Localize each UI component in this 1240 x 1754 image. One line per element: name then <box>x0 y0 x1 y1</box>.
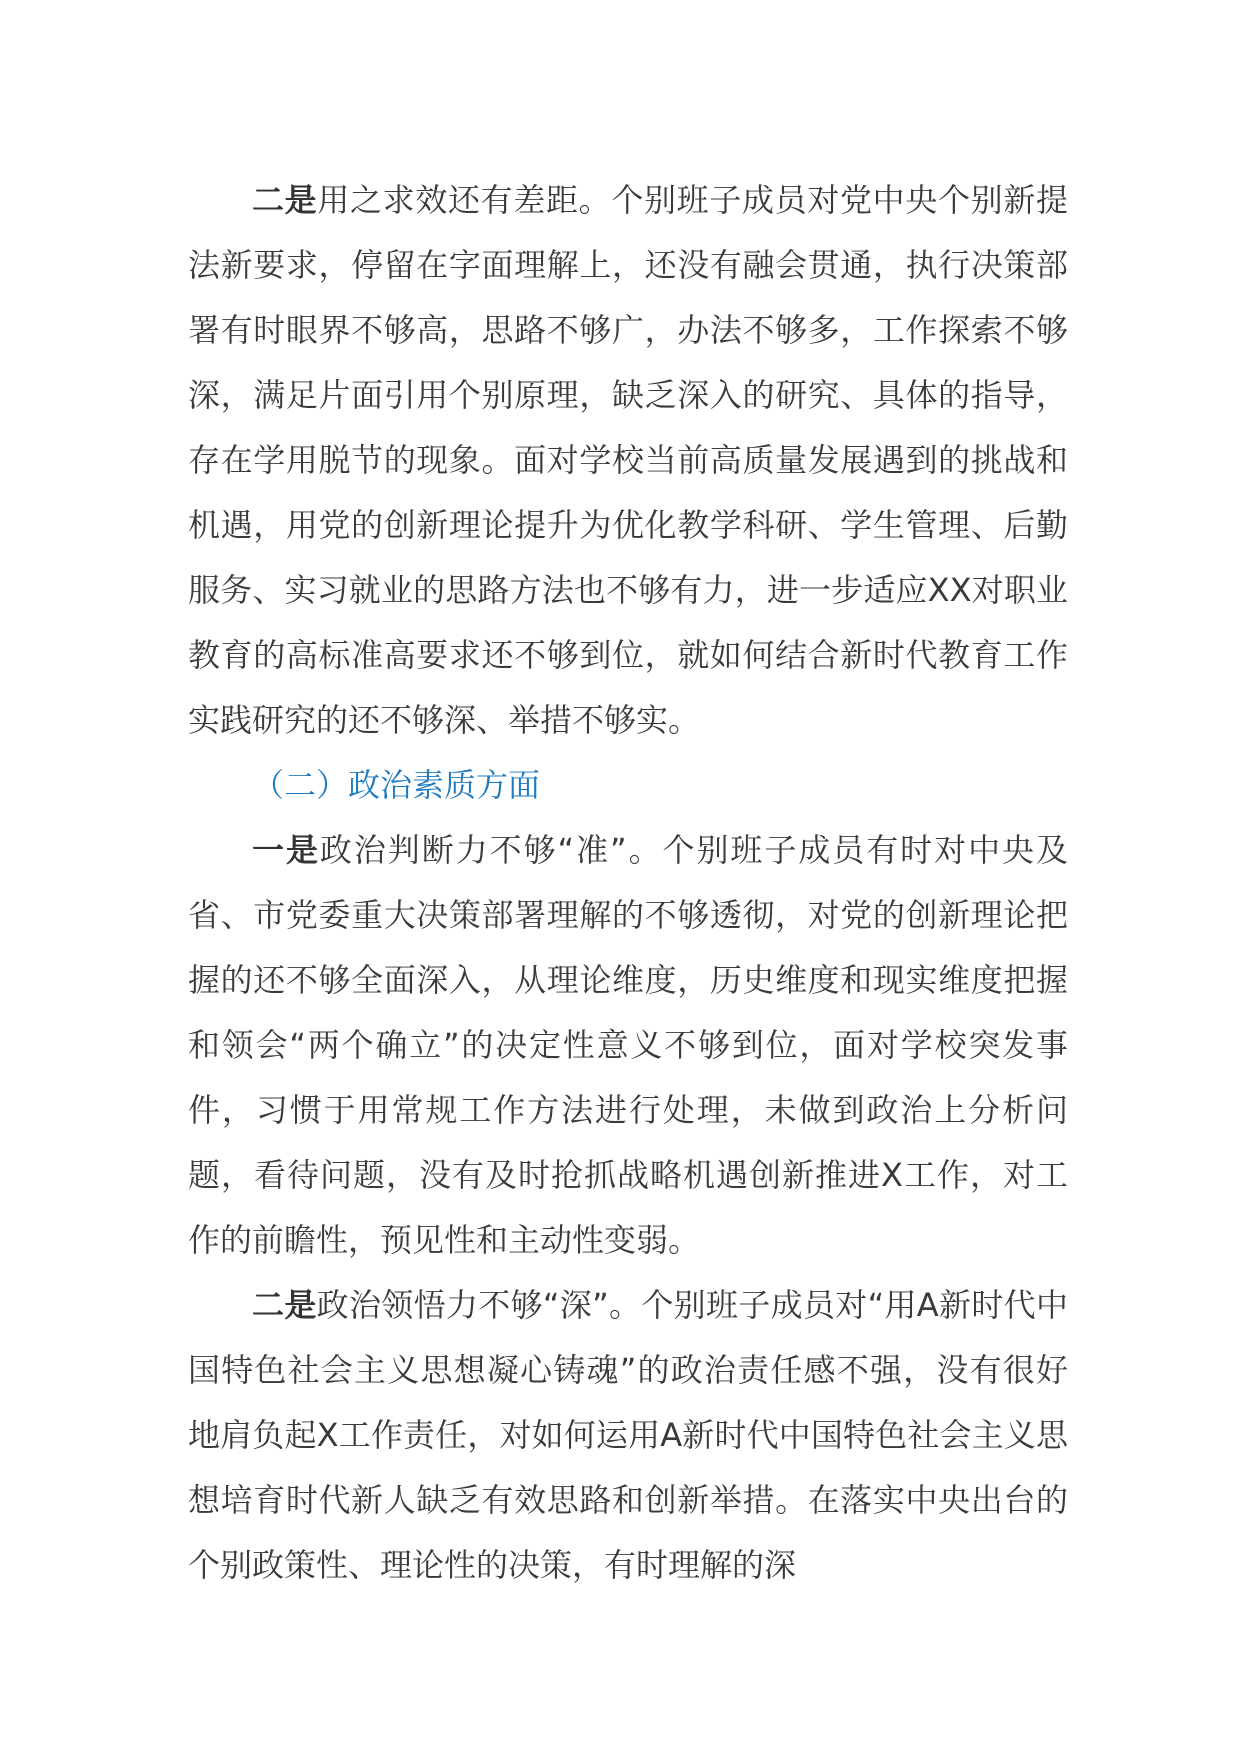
paragraph-3-body: 政治领悟力不够“深”。个别班子成员对“用A新时代中国特色社会主义思想凝心铸魂”的政治责任感不强，没有很好地肩负起X工作责任，对如何运用A新时代中国特色社会主义思想培育时代新人缺乏有效思路和创新举措。在落实中央出台的个别政策性、理论性的决策，有时理解的深 <box>188 1286 1068 1584</box>
paragraph-1 <box>188 168 1068 753</box>
paragraph-1-lead: 二是 <box>252 181 318 219</box>
paragraph-2-body: 政治判断力不够“准”。个别班子成员有时对中央及省、市党委重大决策部署理解的不够透彻，对党的创新理论把握的还不够全面深入，从理论维度，历史维度和现实维度把握和领会“两个确立”的决定性意义不够到位，面对学校突发事件，习惯于用常规工作方法进行处理，未做到政治上分析问题，看待问题，没有及时抢抓战略机遇创新推进X工作，对工作的前瞻性，预见性和主动性变弱。 <box>188 831 1068 1259</box>
section-heading: （二）政治素质方面 <box>252 766 541 804</box>
paragraph-2-lead: 一是 <box>252 831 320 869</box>
paragraph-2 <box>188 818 1068 1273</box>
paragraph-3 <box>188 1273 1068 1598</box>
paragraph-1-body: 用之求效还有差距。个别班子成员对党中央个别新提法新要求，停留在字面理解上，还没有融会贯通，执行决策部署有时眼界不够高，思路不够广，办法不够多，工作探索不够深，满足片面引用个别原理，缺乏深入的研究、具体的指导，存在学用脱节的现象。面对学校当前高质量发展遇到的挑战和机遇，用党的创新理论提升为优化教学科研、学生管理、后勤服务、实习就业的思路方法也不够有力，进一步适应XX对职业教育的高标准高要求还不够到位，就如何结合新时代教育工作实践研究的还不够深、举措不够实。 <box>188 181 1068 739</box>
document-page <box>188 168 1068 1598</box>
paragraph-3-lead: 二是 <box>252 1286 317 1324</box>
